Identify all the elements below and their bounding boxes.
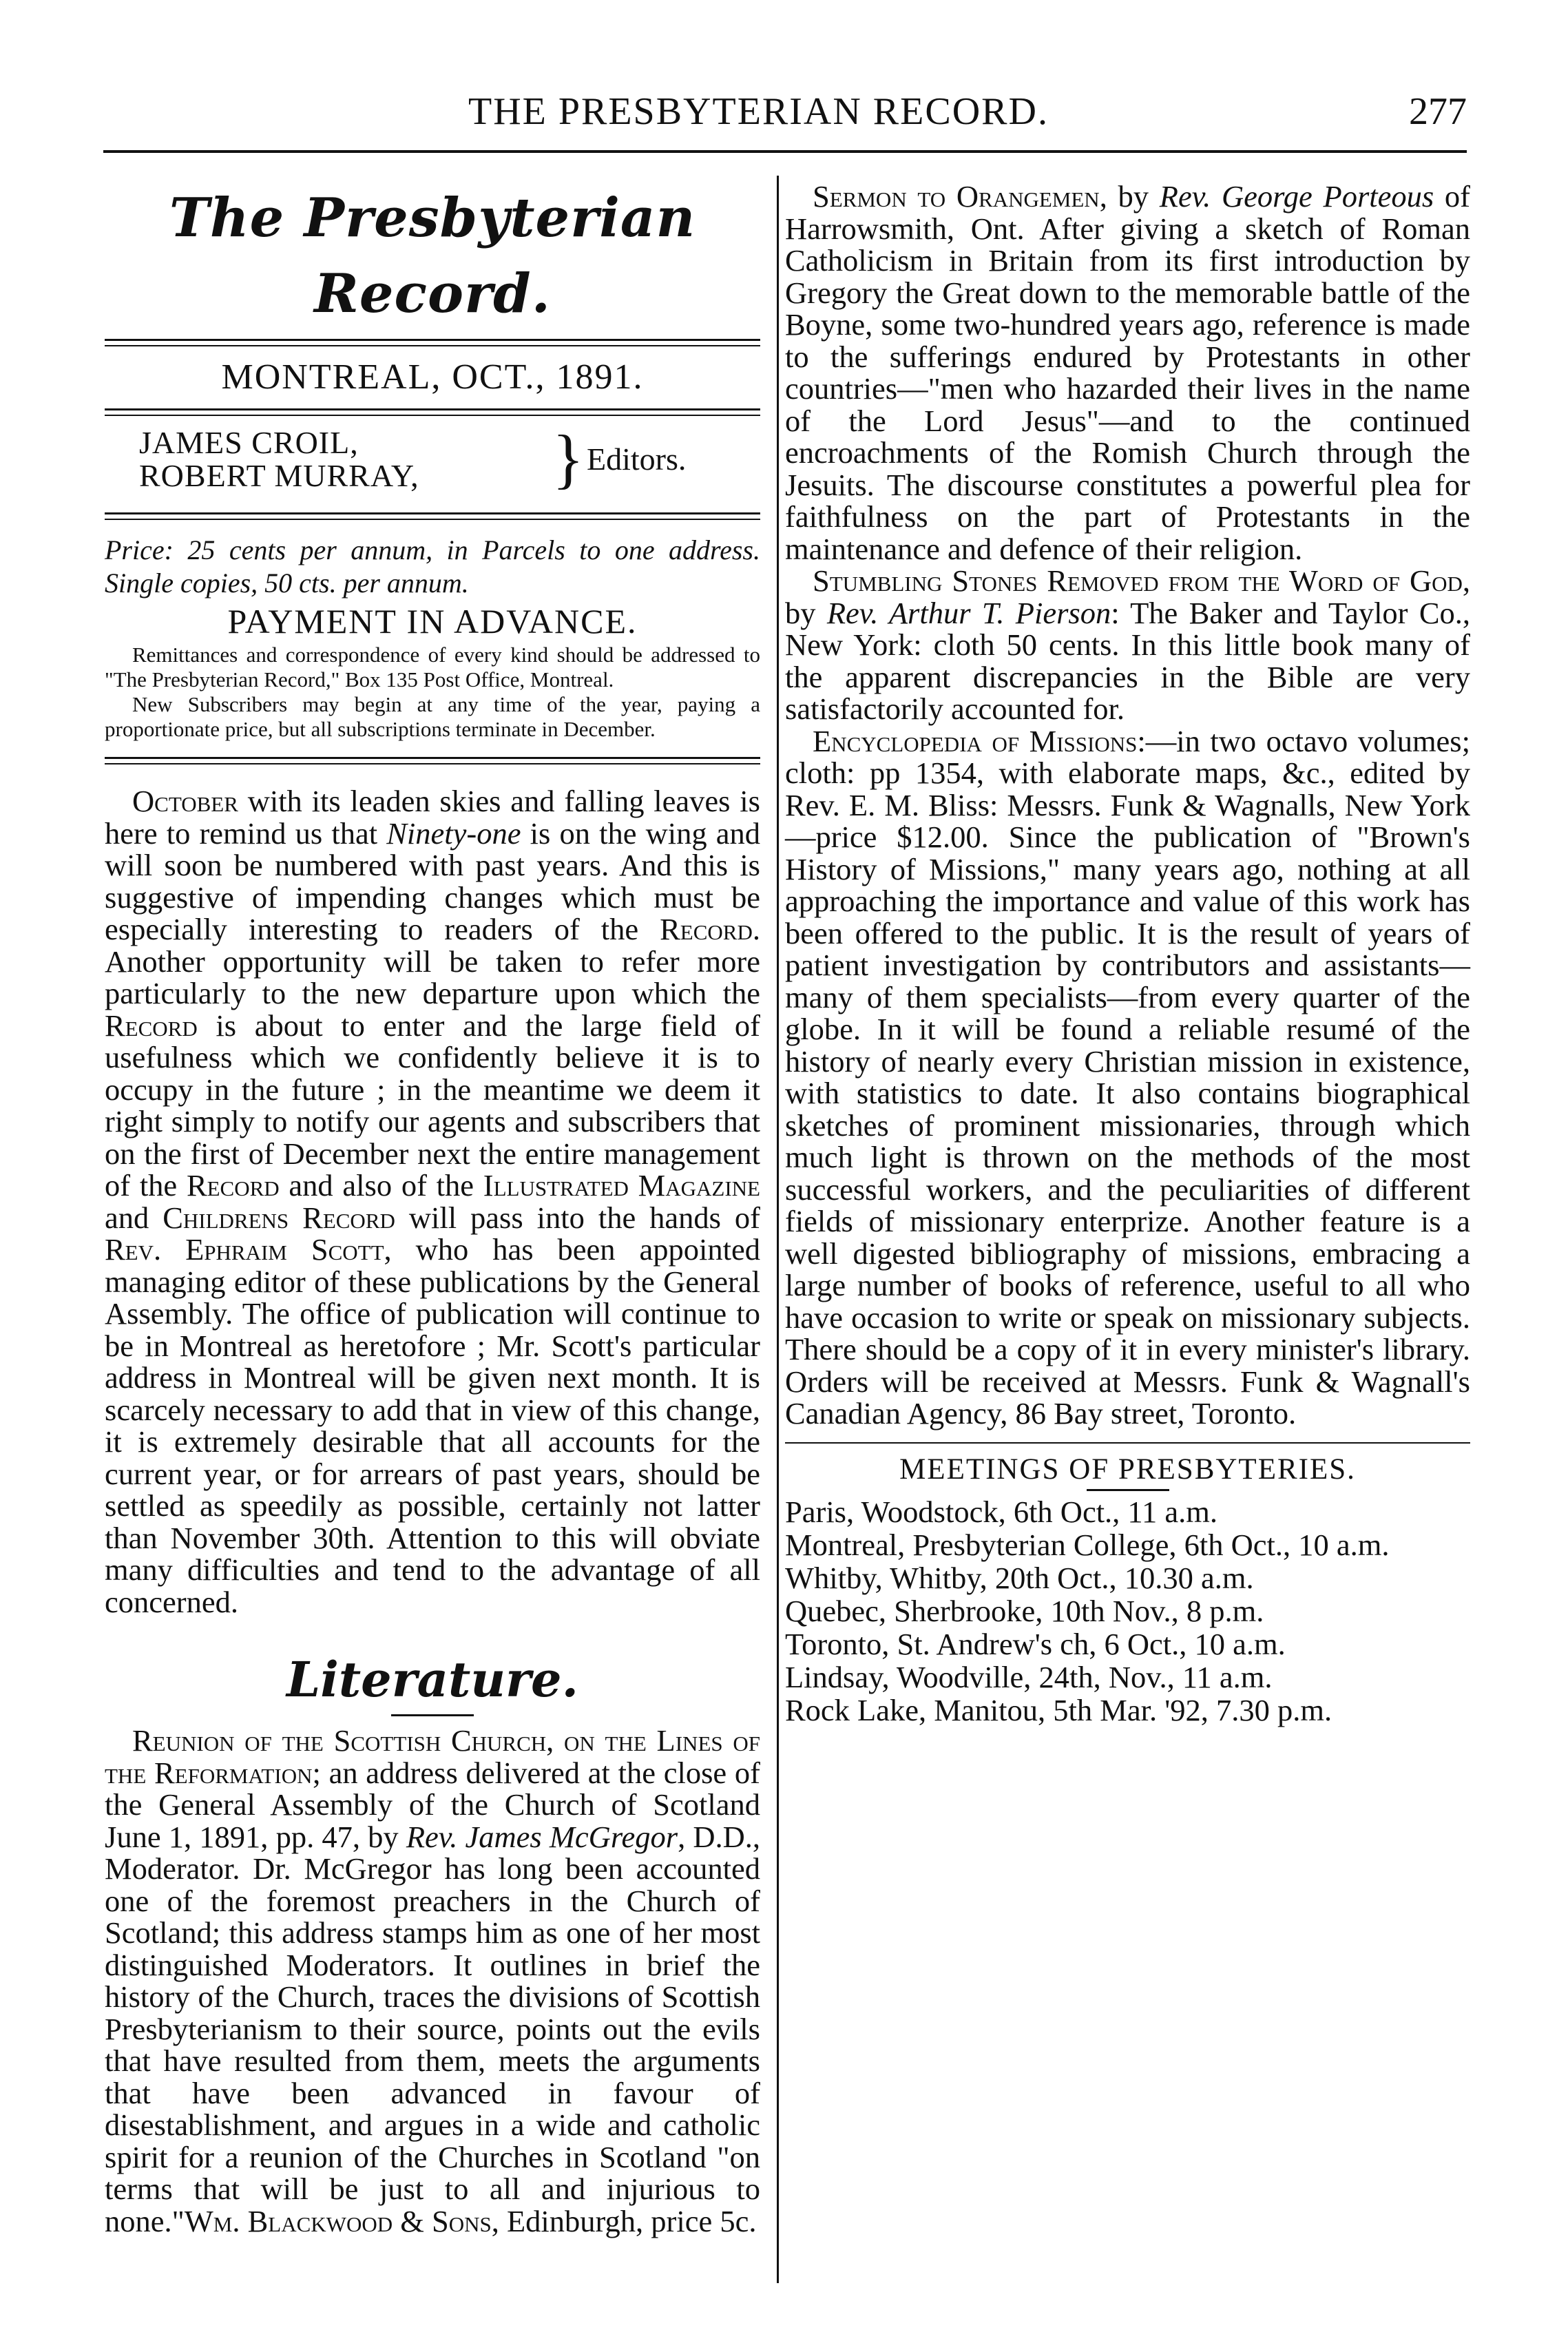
page-number: 277 bbox=[1409, 90, 1467, 133]
notice-rule bbox=[105, 757, 760, 764]
review-title: Reunion of the Scottish Church, on the Lines of the Reformation bbox=[105, 1723, 760, 1790]
review-text: : The Baker and Taylor Co., New York: cloth 50 cents. In this little book many of the apparent discrepancies in the Bible are very satisfactorily accounted for. bbox=[785, 595, 1471, 726]
record-name: Record bbox=[186, 1168, 280, 1203]
literature-heading: Literature. bbox=[286, 1651, 578, 1708]
review-title: Stumbling Stones Removed from the Word of God bbox=[813, 563, 1463, 598]
review-sermon bbox=[785, 180, 1470, 565]
review-text: :—in two octavo volumes; cloth: pp 1354, with elaborate maps, &c., edited by Rev. E. M. Bliss: Messrs. Funk & Wagnalls, New York—price $12.00. Since the publication of "Brown's History of Missions," many years ago, nothing at all approaching the importance and value of this work has been offered to the public. It is the result of years of patient investigation by contributors and assistants—many of them specialists—from every quarter of the globe. In it will be found a reliable resumé of the history of nearly every Christian mission in existence, with statistics to date. It also contains biographical sketches of prominent missionaries, through which much light is thrown on the methods of the most successful workers, and the peculiarities of different fields of missionary enterprize. Another feature is a well digested bibliography of missions, embracing a large number of books of reference, useful to all who have occasion to write or speak on missionary subjects. There should be a copy of it in every minister's library. Orders will be received at Messrs. Funk & Wagnall's Canadian Agency, 86 Bay street, Toronto. bbox=[785, 723, 1470, 1430]
review-publisher: Wm. Blackwood & Sons bbox=[184, 2203, 492, 2238]
review-text: ; an address delivered at the close of the General Assembly of the Church of Scotland June 1, 1891, pp. 47, by bbox=[105, 1755, 760, 1854]
meeting-item: Whitby, Whitby, 20th Oct., 10.30 a.m. bbox=[785, 1560, 1254, 1595]
price-lead: Price bbox=[105, 534, 165, 565]
review-author: Rev. Arthur T. Pierson bbox=[826, 595, 1111, 630]
payment-in-advance: PAYMENT IN ADVANCE. bbox=[227, 602, 638, 641]
editorial-text: with its leaden skies and falling leaves is here to remind us that bbox=[105, 784, 760, 851]
review-reunion bbox=[105, 1725, 760, 2237]
meetings-rule bbox=[785, 1442, 1470, 1444]
running-head bbox=[103, 90, 1467, 152]
review-title: Encyclopedia of Missions bbox=[813, 723, 1138, 758]
column-divider bbox=[777, 176, 779, 2283]
editors-rule bbox=[105, 512, 760, 520]
editorial-italic: Ninety-one bbox=[386, 815, 521, 851]
review-text: of Harrowsmith, Ont. After giving a sketch of Roman Catholicism in Britain from its first introduction by Gregory the Great down to the memorable battle of the Boyne, some two-hundred years ago, reference is made to the sufferings endured by Protestants in other countries—"men who hazarded their lives in the name of the Lord Jesus"—and to the continued encroachments of the Romish Church through the Jesuits. The discourse constitutes a powerful plea for faithfulness on the part of Protestants in the maintenance and defence of their religion. bbox=[785, 179, 1470, 566]
running-title: THE PRESBYTERIAN RECORD. bbox=[468, 90, 1049, 133]
meetings-short-rule bbox=[1087, 1489, 1169, 1491]
childrens-record-name: Childrens Record bbox=[163, 1200, 395, 1235]
review-author: Rev. George Porteous bbox=[1159, 179, 1434, 214]
review-text: , by bbox=[785, 563, 1470, 630]
review-text: , by bbox=[1099, 179, 1160, 214]
subscribers-notice: New Subscribers may begin at any time of the year, paying a proportionate price, but all subscriptions terminate in December. bbox=[105, 692, 760, 741]
editor-name: ROBERT MURRAY, bbox=[139, 458, 419, 493]
editors-brace: } bbox=[552, 422, 585, 495]
left-column bbox=[105, 180, 760, 2237]
magazine-name: Illustrated Magazine bbox=[483, 1168, 760, 1203]
record-name: Record bbox=[660, 912, 753, 946]
meeting-item: Quebec, Sherbrooke, 10th Nov., 8 p.m. bbox=[785, 1593, 1264, 1628]
price-notice bbox=[105, 534, 760, 600]
meeting-item: Lindsay, Woodville, 24th, Nov., 11 a.m. bbox=[785, 1659, 1273, 1694]
meeting-item: Paris, Woodstock, 6th Oct., 11 a.m. bbox=[785, 1494, 1218, 1529]
dateline: MONTREAL, OCT., 1891. bbox=[221, 357, 644, 397]
review-text: , D.D., Moderator. Dr. McGregor has long been accounted one of the foremost preachers in the Church of Scotland; this address stamps him as one of her most distinguished Moderators. It outlines in brief the history of the Church, traces the divisions of Scottish Presbyterianism to their source, points out the evils that have resulted from them, meets the arguments that have been advanced in favour of disestablishment, and argues in a wide and catholic spirit for a reunion of the Churches in Scotland "on terms that will be just to all and injurious to none." bbox=[105, 1819, 761, 2238]
meetings-list bbox=[785, 1495, 1470, 1727]
literature-rule bbox=[391, 1714, 474, 1716]
record-name: Record bbox=[105, 1008, 198, 1043]
review-text: , Edinburgh, price 5c. bbox=[491, 2203, 757, 2238]
editorial-paragraph bbox=[105, 785, 760, 1618]
editorial-text: and bbox=[105, 1200, 163, 1235]
meeting-item: Toronto, St. Andrew's ch, 6 Oct., 10 a.m. bbox=[785, 1626, 1286, 1661]
masthead-title: The Presbyterian Record. bbox=[169, 187, 696, 325]
editorial-opening: October bbox=[132, 784, 238, 818]
editors-block bbox=[105, 423, 760, 506]
meeting-item: Montreal, Presbyterian College, 6th Oct., 10 a.m. bbox=[785, 1527, 1390, 1562]
editorial-text: , who has been appointed managing editor of these publications by the General Assembly. The office of publication will continue to be in Montreal as heretofore ; Mr. Scott's particular address in Montreal will be given next month. It is scarcely necessary to add that in view of this change, it is extremely desirable that all accounts for the current year, or for arrears of past years, should be settled as speedily as possible, certainly not latter than November 30th. Attention to this will obviate many difficulties and tend to the advantage of all concerned. bbox=[105, 1232, 760, 1619]
meeting-item: Rock Lake, Manitou, 5th Mar. '92, 7.30 p.m. bbox=[785, 1692, 1332, 1727]
remittance-notice: Remittances and correspondence of every kind should be addressed to "The Presbyterian Record," Box 135 Post Office, Montreal. bbox=[105, 643, 760, 691]
review-title: Sermon to Orangemen bbox=[813, 179, 1100, 214]
editorial-text: . Another opportunity will be taken to refer more particularly to the new departure upon which the bbox=[105, 912, 760, 1010]
editorial-text: will pass into the hands of bbox=[395, 1200, 760, 1235]
right-column bbox=[785, 180, 1470, 1727]
masthead-rule bbox=[105, 339, 760, 346]
editor-name: JAMES CROIL, bbox=[139, 425, 359, 460]
review-encyclopedia bbox=[785, 725, 1470, 1430]
editorial-text: is on the wing and will soon be numbered with past years. And this is suggestive of impending changes which must be especially interesting to readers of the bbox=[105, 815, 760, 946]
price-text: : 25 cents per annum, in Parcels to one address. Single copies, 50 cts. per annum. bbox=[105, 534, 760, 599]
review-author: Rev. James McGregor bbox=[406, 1819, 678, 1854]
editor-reference: Rev. Ephraim Scott bbox=[105, 1232, 384, 1267]
meetings-heading: MEETINGS OF PRESBYTERIES. bbox=[899, 1453, 1356, 1486]
editorial-text: and also of the bbox=[279, 1168, 483, 1203]
editorial-text: is about to enter and the large field of usefulness which we confidently believe it is to occupy in the future ; in the meantime we deem it right simply to notify our agents and subscribers that on the first of December next the entire management of the bbox=[105, 1008, 760, 1203]
review-stumbling-stones bbox=[785, 565, 1470, 725]
header-rule bbox=[103, 150, 1467, 153]
editors-label: Editors. bbox=[587, 441, 687, 477]
dateline-rule bbox=[105, 408, 760, 416]
